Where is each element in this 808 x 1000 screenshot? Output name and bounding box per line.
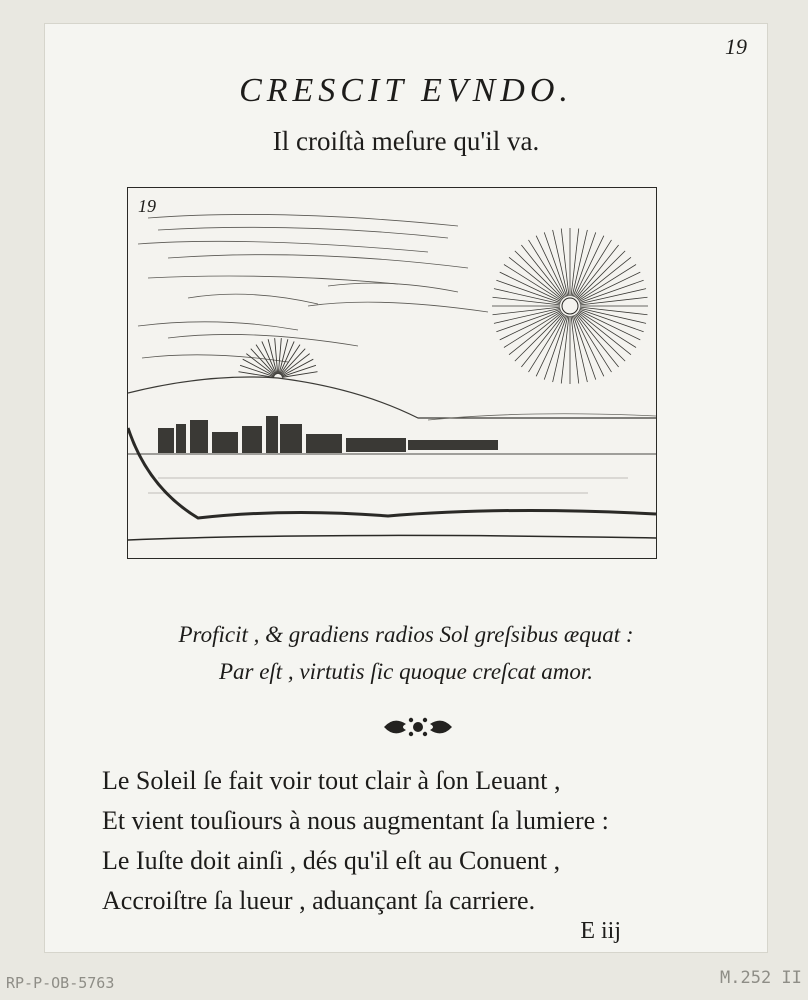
emblem-motto: CRESCIT EVNDO.: [239, 72, 573, 109]
book-page: [45, 24, 767, 952]
latin-verse: [45, 616, 767, 690]
stanza-line: Et vient touſiours à nous augmentant ſa lumiere :: [102, 806, 609, 835]
signature-mark: E iij: [580, 918, 621, 944]
collection-mark: M.252 II: [720, 968, 802, 988]
latin-line: Par eſt , virtutis ſic quoque creſcat amor.: [218, 659, 594, 684]
latin-line: Proficit , & gradiens radios Sol greſsibus æquat :: [178, 622, 634, 647]
inventory-number: RP-P-OB-5763: [6, 974, 115, 992]
distant-hills: [428, 414, 656, 420]
motto-translation: Il croiſtà meſure qu'il va.: [272, 126, 540, 156]
stanza-line: Le Iuſte doit ainſi , dés qu'il eſt au Conuent ,: [102, 846, 561, 875]
landscape-engraving: [128, 188, 656, 558]
stanza-line: Le Soleil ſe fait voir tout clair à ſon Leuant ,: [102, 766, 561, 795]
page-number: 19: [725, 34, 747, 59]
stanza-line: Accroiſtre ſa lueur , aduançant ſa carriere.: [102, 886, 536, 915]
town-silhouette: [158, 416, 498, 453]
fleuron-ornament-icon: [380, 712, 456, 742]
engraving-illustration: [127, 187, 657, 559]
water-hatching: [148, 478, 628, 493]
sky-hatching: [138, 214, 488, 362]
hill-line: [128, 377, 656, 418]
radiant-sun-icon: [492, 228, 648, 384]
plate-number: 19: [138, 196, 156, 216]
foreground-line: [128, 535, 656, 540]
french-stanza: [102, 761, 752, 921]
